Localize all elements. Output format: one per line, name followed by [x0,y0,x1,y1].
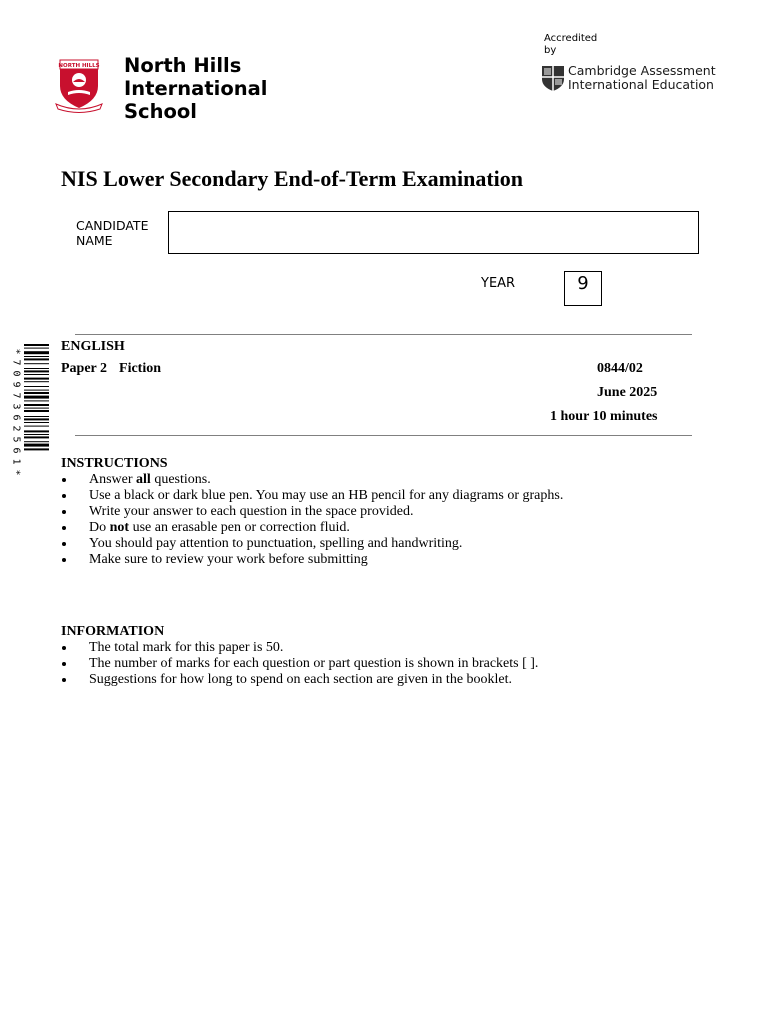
barcode-stripe [24,448,49,450]
school-crest-icon [54,56,104,112]
barcode-stripe [24,356,49,357]
divider [75,334,692,335]
barcode-stripe [24,441,49,442]
barcode-stripe [24,386,49,387]
school-name-line: International [124,77,268,100]
exam-date: June 2025 [597,385,658,400]
school-name-line: School [124,100,197,123]
barcode-stripe [24,392,49,394]
paper-title: Fiction [119,361,162,376]
barcode-stripe [24,378,49,380]
barcode-stripe [24,381,49,382]
year-label: YEAR [481,276,516,291]
instruction-item: Do not use an erasable pen or correction fluid. [61,520,563,536]
barcode-stripe [24,422,49,423]
exam-duration: 1 hour 10 minutes [550,409,658,424]
accredited-by-label [544,33,597,57]
barcode-stripe [24,436,49,438]
barcode-digit: 9 [10,381,22,388]
accredited-line: by [544,45,557,56]
barcode-stripe [24,444,49,447]
cambridge-line: International Education [568,77,714,92]
crest-banner-text: NORTH HILLS [58,63,100,69]
candidate-label-line: NAME [76,233,113,248]
instruction-item: Write your answer to each question in the space provided. [61,504,563,520]
barcode-stripe [24,358,49,360]
barcode-digit: 7 [10,392,22,399]
barcode-digit: 0 [10,370,22,377]
barcode-digit: 7 [10,359,22,366]
information-list [61,640,538,688]
barcode-digit: 5 [10,436,22,443]
barcode-stripe [24,374,49,375]
barcode-stripe [24,344,49,346]
cambridge-shield-icon [541,65,565,92]
barcode-stripe [24,416,49,417]
paper-number: Paper 2 [61,361,108,376]
divider [75,435,692,436]
instructions-list [61,472,563,568]
barcode-stripe [24,410,49,412]
instruction-item: Make sure to review your work before submitting [61,552,563,568]
barcode-digit: 1 [10,458,22,465]
exam-title: NIS Lower Secondary End-of-Term Examination [61,166,524,191]
instruction-item: Answer all questions. [61,472,563,488]
barcode-stripe [24,368,49,369]
barcode-stripe [24,430,49,432]
instruction-item: Use a black or dark blue pen. You may use an HB pencil for any diagrams or graphs. [61,488,563,504]
barcode-digit: * [10,348,22,355]
barcode-stripe [24,404,49,406]
barcode-digit: * [10,469,22,476]
barcode-stripe [24,408,49,409]
information-item: The total mark for this paper is 50. [61,640,538,656]
barcode-stripe [24,348,49,349]
candidate-label-line: CANDIDATE [76,218,149,233]
barcode-stripe [24,370,49,372]
information-heading: INFORMATION [61,624,165,639]
year-field[interactable]: 9 [564,271,602,306]
candidate-name-label [76,218,148,248]
barcode-stripe [24,396,49,399]
barcode-stripe [24,418,49,420]
barcode-digit: 2 [10,425,22,432]
subject: ENGLISH [61,339,125,354]
barcode-stripe [24,351,49,354]
barcode-stripe [24,390,49,391]
instructions-heading: INSTRUCTIONS [61,456,168,471]
barcode-digit: 6 [10,414,22,421]
instruction-item: You should pay attention to punctuation, spelling and handwriting. [61,536,563,552]
barcode-icon [24,344,49,484]
paper-label [61,361,161,377]
cambridge-logo-text [568,64,716,92]
barcode-stripe [24,363,49,364]
barcode-stripe [24,426,49,427]
barcode-stripe [24,434,49,435]
school-name-line: North Hills [124,54,242,77]
school-name [124,54,294,123]
candidate-name-field[interactable] [168,211,699,254]
barcode-digit: 6 [10,447,22,454]
cambridge-line: Cambridge Assessment [568,63,716,78]
information-item: The number of marks for each question or part question is shown in brackets [ ]. [61,656,538,672]
barcode-digit: 3 [10,403,22,410]
barcode-digits [10,346,22,478]
information-item: Suggestions for how long to spend on each section are given in the booklet. [61,672,538,688]
paper-code: 0844/02 [597,361,643,376]
barcode-stripe [24,400,49,401]
accredited-line: Accredited [544,33,598,44]
